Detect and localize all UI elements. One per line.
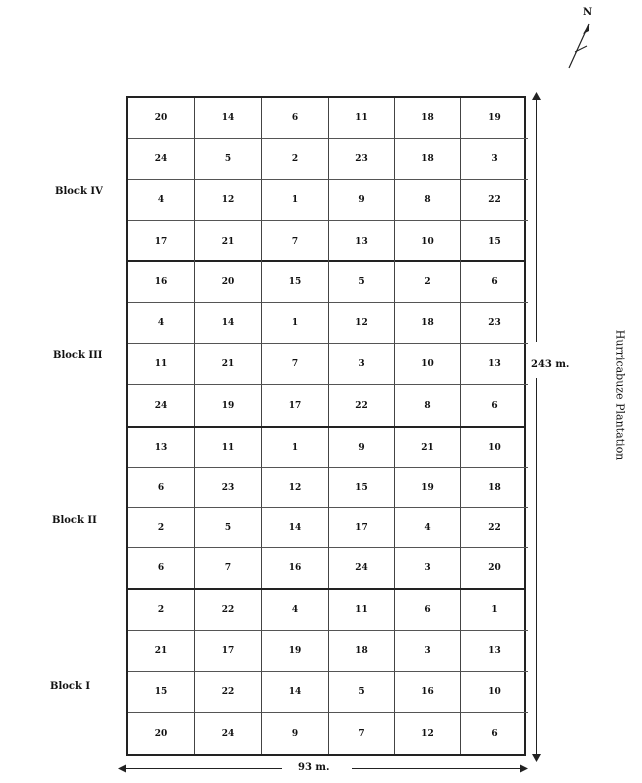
width-dimension-line-left [122, 768, 282, 769]
plot-cell: 21 [195, 221, 262, 262]
plantation-label: Hurricabuze Plantation [613, 329, 627, 461]
plot-cell: 15 [262, 262, 329, 303]
plot-cell: 22 [195, 590, 262, 631]
plot-cell: 6 [491, 400, 498, 411]
plot-cell: 23 [461, 303, 528, 344]
width-arrow-left-icon [118, 764, 127, 773]
plot-cell: 10 [395, 344, 461, 385]
plot-cell: 2 [395, 262, 461, 303]
plot-cell: 12 [262, 468, 329, 508]
plot-cell: 17 [195, 631, 262, 672]
plot-cell: 15 [488, 236, 501, 247]
plot-cell: 14 [262, 672, 329, 713]
plot-cell: 6 [128, 548, 195, 588]
plot-cell: 13 [461, 344, 528, 385]
plot-cell: 22 [329, 385, 395, 426]
plot-cell: 10 [461, 428, 528, 468]
plot-cell: 4 [128, 180, 195, 221]
plot-cell: 8 [395, 180, 461, 221]
plot-cell: 6 [128, 468, 195, 508]
plot-cell: 19 [195, 385, 262, 426]
plot-cell: 16 [262, 548, 329, 588]
block-4 [126, 590, 526, 756]
plot-cell: 15 [329, 468, 395, 508]
block-2 [126, 262, 526, 428]
plot-cell: 11 [329, 590, 395, 631]
plot-cell: 24 [195, 713, 262, 754]
plot-cell: 23 [195, 468, 262, 508]
plot-cell: 18 [395, 139, 461, 180]
block-label: Block IV [55, 186, 103, 197]
plot-cell: 7 [262, 344, 329, 385]
height-arrow-top-icon [531, 92, 542, 101]
plot-cell: 1 [262, 428, 329, 468]
plot-cell: 6 [491, 728, 498, 739]
plot-cell: 13 [461, 631, 528, 672]
plot-cell: 8 [395, 385, 461, 426]
plot-cell: 1 [262, 180, 329, 221]
plot-cell: 13 [329, 221, 395, 262]
plot-cell: 11 [329, 98, 395, 139]
plot-cell: 18 [461, 468, 528, 508]
plot-cell: 16 [395, 672, 461, 713]
plot-cell: 5 [329, 672, 395, 713]
plot-cell: 18 [329, 631, 395, 672]
plot-cell: 20 [128, 713, 195, 754]
plot-cell: 13 [128, 428, 195, 468]
plot-cell: 1 [461, 590, 528, 631]
plot-cell: 19 [262, 631, 329, 672]
width-arrow-right-icon [519, 764, 528, 773]
plot-cell: 3 [329, 344, 395, 385]
north-label: N [583, 7, 593, 18]
north-arrow-icon [565, 18, 595, 72]
plot-cell: 22 [461, 508, 528, 548]
plot-cell: 11 [128, 344, 195, 385]
plot-cell: 19 [395, 468, 461, 508]
plot-cell: 24 [128, 385, 195, 426]
plot-cell: 22 [461, 180, 528, 221]
plot-cell: 7 [195, 548, 262, 588]
height-dimension-line-top [536, 96, 537, 342]
plot-cell: 6 [461, 262, 528, 303]
plot-cell: 12 [329, 303, 395, 344]
plot-cell: 3 [395, 631, 461, 672]
width-dimension-line-right [352, 768, 524, 769]
field-plot-grid [126, 96, 526, 756]
plot-cell: 20 [128, 98, 195, 139]
plot-cell: 17 [262, 385, 329, 426]
plot-cell: 23 [329, 139, 395, 180]
plot-cell: 24 [128, 139, 195, 180]
height-arrow-bottom-icon [531, 753, 542, 762]
plot-cell: 1 [262, 303, 329, 344]
block-3 [126, 428, 526, 590]
plot-cell: 20 [488, 563, 501, 573]
plot-cell: 21 [195, 344, 262, 385]
plot-cell: 6 [262, 98, 329, 139]
plot-cell: 3 [395, 548, 461, 588]
plot-cell: 4 [395, 508, 461, 548]
plot-cell: 9 [262, 713, 329, 754]
height-dimension-line-bottom [536, 378, 537, 758]
plot-cell: 14 [195, 303, 262, 344]
plot-cell: 11 [195, 428, 262, 468]
plot-cell: 6 [395, 590, 461, 631]
plot-cell: 21 [128, 631, 195, 672]
plot-cell: 14 [262, 508, 329, 548]
plot-cell: 2 [128, 508, 195, 548]
plot-cell: 16 [128, 262, 195, 303]
block-1 [126, 96, 526, 262]
plot-cell: 3 [461, 139, 528, 180]
height-dimension-label: 243 m. [531, 359, 570, 370]
plot-cell: 22 [195, 672, 262, 713]
plot-cell: 12 [395, 713, 461, 754]
plot-cell: 17 [128, 221, 195, 262]
plot-cell: 2 [262, 139, 329, 180]
plot-cell: 2 [128, 590, 195, 631]
plot-cell: 14 [195, 98, 262, 139]
plot-cell: 9 [329, 428, 395, 468]
plot-cell: 21 [395, 428, 461, 468]
plot-cell: 18 [395, 98, 461, 139]
plot-cell: 15 [128, 672, 195, 713]
plot-cell: 20 [195, 262, 262, 303]
plot-cell: 10 [395, 221, 461, 262]
width-dimension-label: 93 m. [298, 762, 330, 773]
plot-cell: 12 [195, 180, 262, 221]
plot-cell: 5 [195, 139, 262, 180]
plot-cell: 7 [262, 221, 329, 262]
plot-cell: 5 [195, 508, 262, 548]
plot-cell: 9 [329, 180, 395, 221]
plot-cell: 4 [262, 590, 329, 631]
block-label: Block I [50, 681, 91, 692]
block-label: Block III [53, 350, 103, 361]
block-label: Block II [52, 515, 97, 526]
plot-cell: 17 [329, 508, 395, 548]
plot-cell: 7 [329, 713, 395, 754]
plot-cell: 5 [329, 262, 395, 303]
plot-cell: 24 [329, 548, 395, 588]
plot-cell: 4 [128, 303, 195, 344]
plot-cell: 10 [461, 672, 528, 713]
plot-cell: 18 [395, 303, 461, 344]
plot-cell: 19 [461, 98, 528, 139]
